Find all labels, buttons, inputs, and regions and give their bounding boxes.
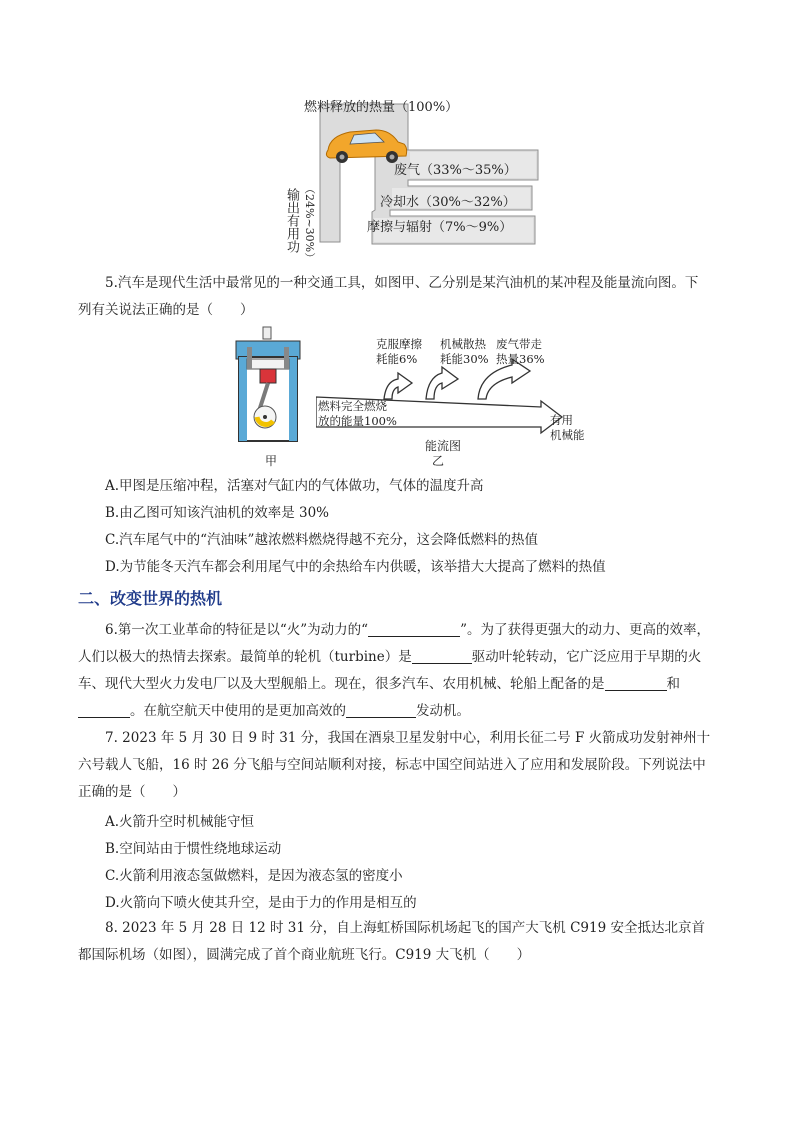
q6-blank-5[interactable] bbox=[346, 703, 416, 718]
q7-stem: 7. 2023 年 5 月 30 日 9 时 31 分，我国在酒泉卫星发射中心，利用长征二号 F 火箭成功发射神州十六号载人飞船，16 时 26 分飞船与空间站顺利对接，标志中国空间站进入了应用和发展阶段。下列说法中正确的是（ ） bbox=[78, 730, 711, 800]
q7-option-b: B.空间站由于惯性绕地球运动 bbox=[105, 841, 282, 857]
sankey-output-label: 输出有用功 bbox=[284, 188, 299, 253]
flow-friction-label: 克服摩擦 耗能6% bbox=[376, 337, 422, 366]
q6-blank-3[interactable] bbox=[605, 676, 667, 691]
flow-fuel-label: 燃料完全燃烧 放的能量100% bbox=[318, 399, 397, 428]
sankey-output-pct: （24%~30%） bbox=[303, 183, 316, 264]
q5-stem: 5.汽车是现代生活中最常见的一种交通工具，如图甲、乙分别是某汽油机的某冲程及能量流向图。下 列有关说法正确的是（ ） bbox=[78, 275, 699, 318]
q7-option-d: D.火箭向下喷火使其升空，是由于力的作用是相互的 bbox=[105, 895, 417, 911]
sankey-cooling-water-label: 冷却水（30%～32%） bbox=[380, 195, 516, 210]
q6-blank-1[interactable] bbox=[368, 622, 460, 637]
q6-blank-4[interactable] bbox=[78, 703, 130, 718]
section-heading: 二、改变世界的热机 bbox=[78, 589, 223, 608]
q8-stem: 8. 2023 年 5 月 28 日 12 时 31 分，自上海虹桥国际机场起飞的国产大飞机 C919 安全抵达北京首都国际机场（如图），圆满完成了首个商业航班飞行。C919 大飞机（ ） bbox=[78, 920, 705, 963]
flow-exhaust-label: 废气带走 热量36% bbox=[496, 337, 545, 366]
sankey-waste-gas-label: 废气（33%～35%） bbox=[394, 163, 517, 178]
sankey-top-label: 燃料释放的热量（100%） bbox=[304, 100, 459, 115]
q6-blank-2[interactable] bbox=[412, 649, 472, 664]
q5-option-a: A.甲图是压缩冲程，活塞对气缸内的气体做功，气体的温度升高 bbox=[105, 478, 484, 494]
sankey-friction-label: 摩擦与辐射（7%～9%） bbox=[367, 220, 513, 235]
flow-heat-label: 机械散热 耗能30% bbox=[440, 337, 489, 366]
q7-option-a: A.火箭升空时机械能守恒 bbox=[105, 814, 255, 830]
flow-title: 能流图 bbox=[425, 439, 462, 453]
engine-cylinder-figure bbox=[233, 325, 303, 443]
q5-option-d: D.为节能冬天汽车都会利用尾气中的余热给车内供暖，该举措大大提高了燃料的热值 bbox=[105, 559, 606, 575]
flow-useful-label: 有用 机械能 bbox=[550, 413, 585, 442]
fig-yi-label: 乙 bbox=[432, 454, 445, 468]
fig-jia-label: 甲 bbox=[265, 454, 278, 468]
q7-option-c: C.火箭利用液态氢做燃料，是因为液态氢的密度小 bbox=[105, 868, 403, 884]
q5-option-b: B.由乙图可知该汽油机的效率是 30% bbox=[105, 505, 330, 521]
q5-option-c: C.汽车尾气中的“汽油味”越浓燃料燃烧得越不充分，这会降低燃料的热值 bbox=[105, 532, 538, 548]
q6-text: 6.第一次工业革命的特征是以“火”为动力的“ ”。为了获得更强大的动力、更高的效率，人们以极大的热情去探索。最简单的轮机（turbine）是 驱动叶轮转动，它广泛应用于早期的火车、现代大型火力发电厂以及大型舰船上。现在，很多汽车、农用机械、轮船上配备的是 和 。在航空航天中使用的是更加高效的 发动机。 bbox=[78, 622, 710, 719]
